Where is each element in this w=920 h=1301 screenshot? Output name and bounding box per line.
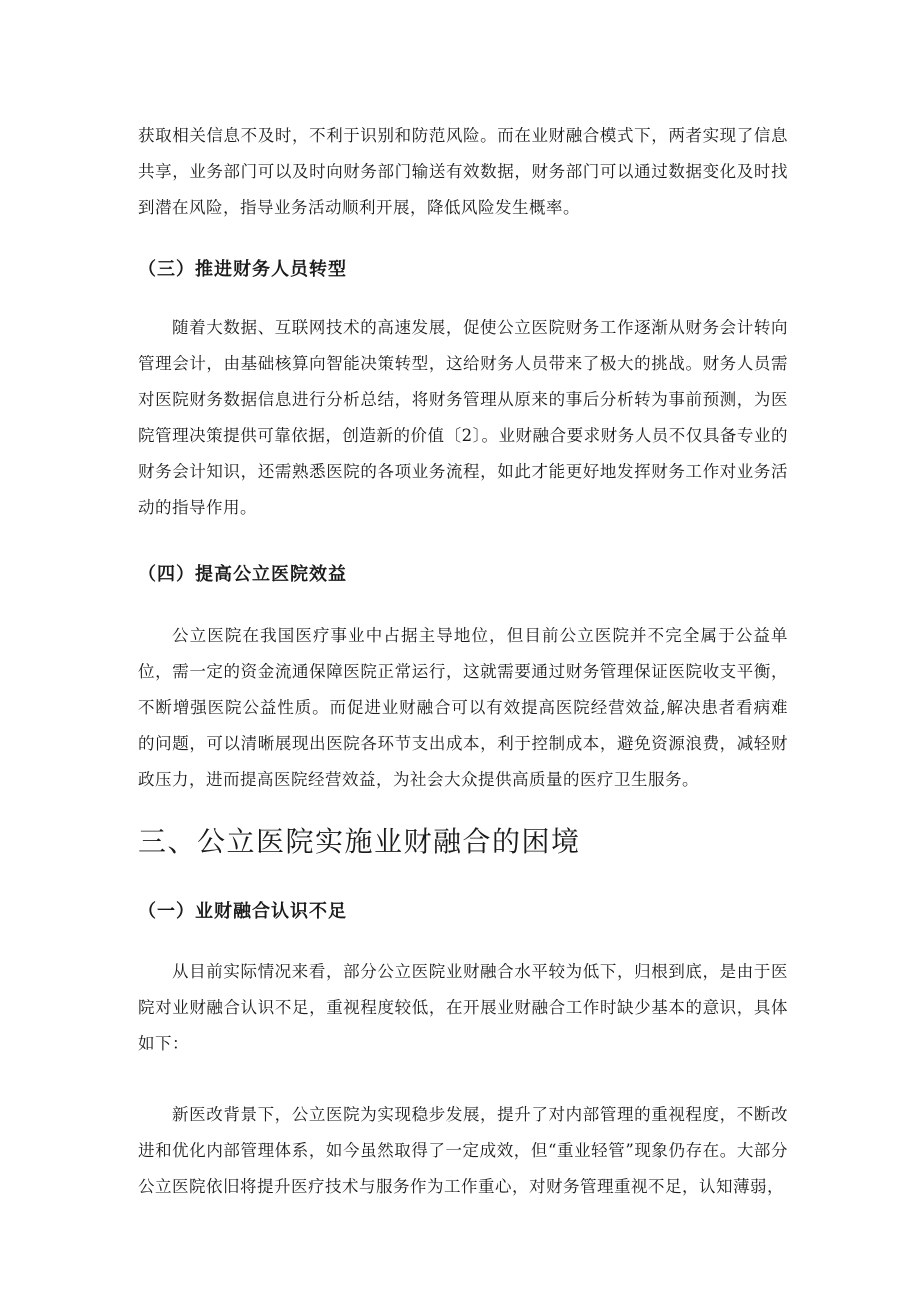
paragraph-new-medical-reform: 新医改背景下，公立医院为实现稳步发展，提升了对内部管理的重视程度，不断改进和优化内部管理体系，如今虽然取得了一定成效，但“重业轻管”现象仍存在。大部分公立医院依旧将提升医疗技术与服务作为工作重心，对财务管理重视不足，认知薄弱， [138,1105,788,1196]
paragraph-insufficient-awareness: 从目前实际情况来看，部分公立医院业财融合水平较为低下，归根到底，是由于医院对业财融合认识不足，重视程度较低，在开展业财融合工作时缺少基本的意识，具体如下： [138,962,788,1053]
paragraph-improve-hospital-benefit: 公立医院在我国医疗事业中占据主导地位，但目前公立医院并不完全属于公益单位，需一定的资金流通保障医院正常运行，这就需要通过财务管理保证医院收支平衡，不断增强医院公益性质。而促进业财融合可以有效提高医院经营效益,解决患者看病难的问题，可以清晰展现出医院各环节支出成本，利于控制成本，避免资源浪费，减轻财政压力，进而提高医院经营效益，为社会大众提供高质量的医疗卫生服务。 [138,626,788,789]
subheading-insufficient-awareness: （一）业财融合认识不足 [138,901,347,922]
section-heading-dilemmas: 三、公立医院实施业财融合的困境 [138,825,581,858]
paragraph-finance-staff-transformation: 随着大数据、互联网技术的高速发展，促使公立医院财务工作逐渐从财务会计转向管理会计，由基础核算向智能决策转型，这给财务人员带来了极大的挑战。财务人员需对医院财务数据信息进行分析总结，将财务管理从原来的事后分析转为事前预测，为医院管理决策提供可靠依据，创造新的价值〔2〕。业财融合要求财务人员不仅具备专业的财务会计知识，还需熟悉医院的各项业务流程，如此才能更好地发挥财务工作对业务活动的指导作用。 [138,318,788,517]
subheading-finance-staff-transformation: （三）推进财务人员转型 [138,259,347,280]
paragraph-risk-sharing: 获取相关信息不及时，不利于识别和防范风险。而在业财融合模式下，两者实现了信息共享，业务部门可以及时向财务部门输送有效数据，财务部门可以通过数据变化及时找到潜在风险，指导业务活动顺利开展，降低风险发生概率。 [138,126,788,217]
subheading-improve-hospital-benefit: （四）提高公立医院效益 [138,564,347,585]
